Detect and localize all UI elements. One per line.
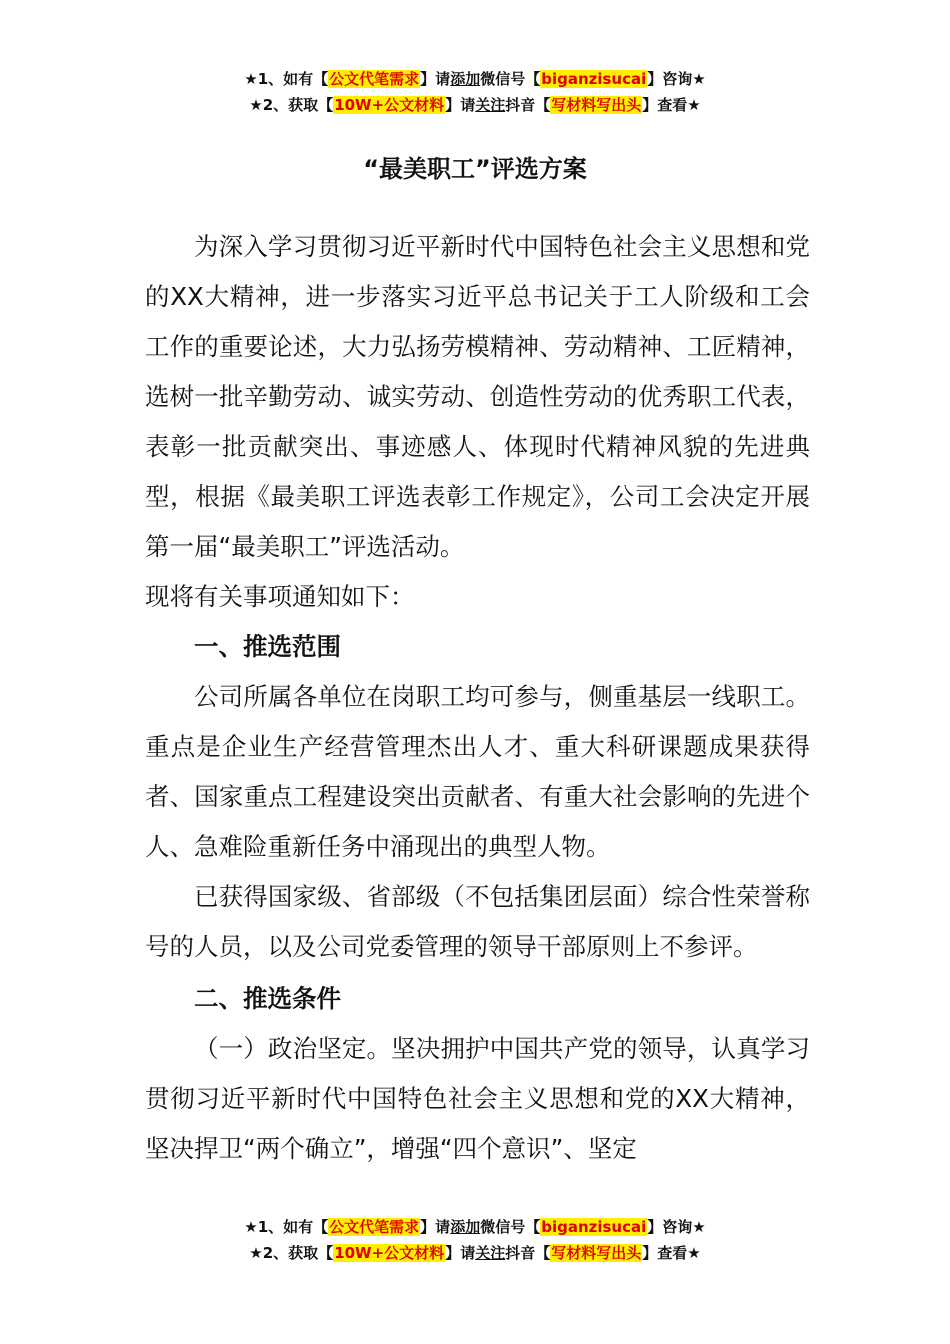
promo-highlight: biganzisucai [541, 70, 647, 88]
promo-text: ★2、获取【 [249, 96, 334, 114]
promo-highlight: 10W+公文材料 [334, 1244, 445, 1262]
promo-underlined: 关注 [475, 96, 506, 114]
promo-highlight: 10W+公文材料 [334, 96, 445, 114]
section2-paragraph-1: （一）政治坚定。坚决拥护中国共产党的领导，认真学习贯彻习近平新时代中国特色社会主义思想和党的XX大精神，坚决捍卫“两个确立”，增强“四个意识”、坚定 [145, 1034, 810, 1163]
intro-paragraph: 为深入学习贯彻习近平新时代中国特色社会主义思想和党的XX大精神，进一步落实习近平总书记关于工人阶级和工会工作的重要论述，大力弘扬劳模精神、劳动精神、工匠精神，选树一批辛勤劳动、诚实劳动、创造性劳动的优秀职工代表，表彰一批贡献突出、事迹感人、体现时代精神风貌的先进典型，根据《最美职工评选表彰工作规定》，公司工会决定开展第一届“最美职工”评选活动。 [145, 232, 810, 561]
promo-underlined: 添加 [450, 70, 481, 88]
promo-banner-top [0, 66, 950, 118]
promo-text: 】请 [445, 1244, 476, 1262]
intro-tail: 现将有关事项通知如下： [145, 582, 415, 611]
promo-text: ★1、如有【 [244, 1218, 329, 1236]
promo-text: 】请 [420, 1218, 451, 1236]
document-title: “最美职工”评选方案 [363, 155, 587, 183]
promo-text: 抖音【 [505, 1244, 551, 1262]
promo-text: 】咨询★ [647, 1218, 706, 1236]
promo-highlight: 公文代笔需求 [329, 1218, 420, 1236]
promo-underlined: 添加 [450, 1218, 481, 1236]
promo-highlight: 写材料写出头 [551, 1244, 642, 1262]
promo-line-2 [0, 1240, 950, 1266]
promo-text: 】咨询★ [647, 70, 706, 88]
promo-text: 】请 [420, 70, 451, 88]
section1-heading: 一、推选范围 [194, 632, 341, 661]
document-body [145, 222, 810, 1174]
promo-line-1 [0, 66, 950, 92]
section1-paragraph-2: 已获得国家级、省部级（不包括集团层面）综合性荣誉称号的人员，以及公司党委管理的领导干部原则上不参评。 [145, 882, 810, 961]
promo-highlight: 公文代笔需求 [329, 70, 420, 88]
section1-paragraph-1: 公司所属各单位在岗职工均可参与，侧重基层一线职工。重点是企业生产经营管理杰出人才、重大科研课题成果获得者、国家重点工程建设突出贡献者、有重大社会影响的先进个人、急难险重新任务中涌现出的典型人物。 [145, 682, 810, 861]
section2-heading: 二、推选条件 [194, 984, 341, 1013]
promo-line-2 [0, 92, 950, 118]
promo-banner-bottom [0, 1214, 950, 1266]
promo-text: 】查看★ [642, 1244, 701, 1262]
promo-underlined: 关注 [475, 1244, 506, 1262]
promo-text: ★1、如有【 [244, 70, 329, 88]
promo-line-1 [0, 1214, 950, 1240]
promo-text: 抖音【 [505, 96, 551, 114]
promo-text: ★2、获取【 [249, 1244, 334, 1262]
promo-highlight: biganzisucai [541, 1218, 647, 1236]
promo-highlight: 写材料写出头 [551, 96, 642, 114]
promo-text: 】查看★ [642, 96, 701, 114]
promo-text: 微信号【 [480, 70, 541, 88]
promo-text: 微信号【 [480, 1218, 541, 1236]
promo-text: 】请 [445, 96, 476, 114]
